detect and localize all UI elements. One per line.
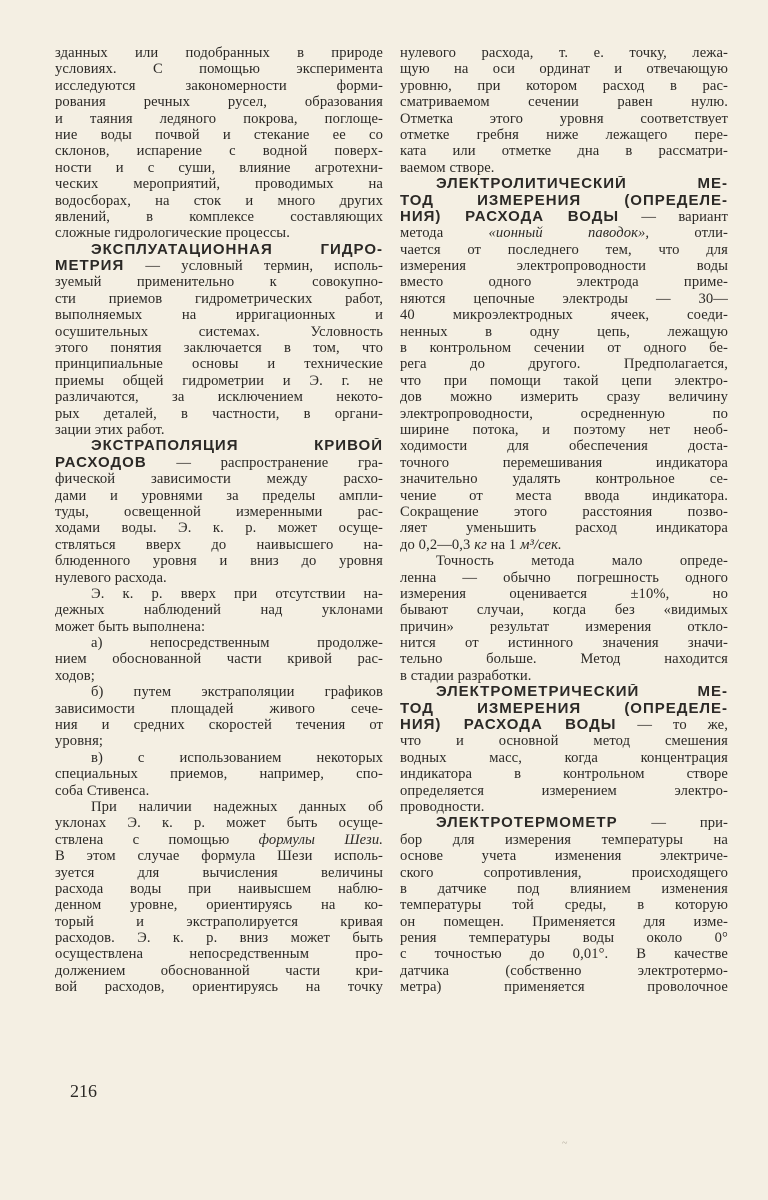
text-span: в датчике под влиянием изменения: [400, 880, 728, 897]
page-number: 216: [70, 1081, 97, 1101]
text-line: [400, 750, 728, 766]
text-line: [55, 111, 383, 127]
text-line: [400, 61, 728, 77]
text-line: [400, 799, 728, 815]
text-span: индикатора в контрольном створе: [400, 766, 728, 783]
headword: ТОД ИЗМЕРЕНИЯ (ОПРЕДЕЛЕ-: [400, 700, 728, 717]
text-span: вместо одного электрода приме-: [400, 274, 728, 291]
text-span: определяется измерением электро-: [400, 782, 728, 799]
text-span: рега до другого. Предполагается,: [400, 356, 728, 373]
page-mark: ~: [562, 1138, 568, 1149]
entry-heading-line: [400, 176, 728, 192]
headword: МЕТРИЯ: [55, 258, 125, 275]
text-span: зации этих работ.: [55, 421, 165, 438]
text-line: [55, 586, 383, 602]
text-line: [400, 619, 728, 635]
text-span: осуществлена непосредственным про-: [55, 946, 383, 963]
text-line: [400, 881, 728, 897]
text-line: [55, 619, 383, 635]
text-line: [55, 422, 383, 438]
text-line: [55, 815, 383, 831]
text-span: ческих мероприятий, проводимых на: [55, 176, 383, 193]
headword: ЭЛЕКТРОМЕТРИЧЕСКИЙ МЕ-: [436, 684, 728, 701]
text-line: [55, 570, 383, 586]
text-span: рых деталей, в частности, в органи-: [55, 405, 383, 422]
italic-term: «ионный паводок»,: [488, 225, 650, 242]
text-line: [55, 94, 383, 110]
text-span: нулевого расхода, т. е. точку, лежа-: [400, 45, 728, 61]
text-span: тельно больше. Метод находится: [400, 651, 728, 668]
text-span: нулевого расхода.: [55, 569, 167, 586]
italic-term: кг: [474, 536, 487, 553]
text-line: [55, 45, 383, 61]
text-line: [55, 766, 383, 782]
text-span: 40 микроэлектродных ячеек, соеди-: [400, 307, 728, 324]
text-line: [55, 373, 383, 389]
text-line: [55, 520, 383, 536]
italic-term: формулы Шези.: [258, 831, 383, 848]
text-line: [400, 356, 728, 372]
text-line: [55, 537, 383, 553]
headword: ЭКСТРАПОЛЯЦИЯ КРИВОЙ: [91, 438, 383, 455]
text-line: [55, 602, 383, 618]
text-line: [55, 897, 383, 913]
text-span: ходами воды. Э. к. р. может осуще-: [55, 520, 383, 537]
text-line: [400, 242, 728, 258]
entry-heading-line: [55, 242, 383, 258]
text-line: [55, 389, 383, 405]
text-line: [55, 291, 383, 307]
text-span: условиях. С помощью эксперимента: [55, 61, 383, 78]
text-span: щую на оси ординат и отвечающую: [400, 61, 728, 78]
text-line: [400, 979, 728, 995]
text-line: [55, 979, 383, 995]
text-span: туды, освещенной измеренными рас-: [55, 503, 383, 520]
text-span: — при-: [617, 815, 728, 832]
text-span: отметке гребня ниже лежащего пере-: [400, 126, 728, 143]
text-line: [55, 193, 383, 209]
text-line: [55, 340, 383, 356]
text-span: отли-: [649, 225, 728, 242]
text-line: [55, 160, 383, 176]
text-span: он помещен. Применяется для изме-: [400, 913, 728, 930]
text-span: — то же,: [616, 717, 728, 734]
text-line: [55, 701, 383, 717]
text-line: [55, 61, 383, 77]
text-line: [55, 799, 383, 815]
text-span: измерения электропроводности воды: [400, 258, 728, 275]
text-span: В этом случае формула Шези исполь-: [55, 848, 383, 865]
text-span: датчика (собственно электротермо-: [400, 962, 728, 979]
text-span: в) с использованием некоторых: [91, 749, 383, 766]
text-line: [55, 143, 383, 159]
text-line: [400, 651, 728, 667]
text-line: [55, 209, 383, 225]
text-line: [400, 160, 728, 176]
text-span: точного перемешивания индикатора: [400, 454, 728, 471]
text-span: ходов;: [55, 667, 95, 684]
text-line: [400, 520, 728, 536]
text-span: и таяния ледяного покрова, поглоще-: [55, 110, 383, 127]
text-line: [55, 176, 383, 192]
text-span: измерения оценивается ±10%, но: [400, 585, 728, 602]
text-span: ния и средних скоростей течения от: [55, 717, 383, 734]
text-span: сложные гидрологические процессы.: [55, 225, 290, 242]
headword: ТОД ИЗМЕРЕНИЯ (ОПРЕДЕЛЕ-: [400, 192, 728, 209]
text-span: электропроводности, осредненную по: [400, 405, 728, 422]
text-span: ходимости для обеспечения доста-: [400, 438, 728, 455]
left-column: [55, 45, 383, 996]
entry-heading-line: [55, 258, 383, 274]
text-span: ленна — обычно погрешность одного: [400, 569, 728, 586]
right-column: [400, 45, 728, 996]
text-line: [400, 78, 728, 94]
text-line: [55, 832, 383, 848]
text-span: б) путем экстраполяции графиков: [91, 684, 383, 701]
text-span: может быть выполнена:: [55, 618, 206, 635]
text-line: [400, 504, 728, 520]
text-span: уровня;: [55, 733, 104, 750]
text-line: [55, 783, 383, 799]
text-line: [55, 406, 383, 422]
text-span: сматриваемом сечении равен нулю.: [400, 94, 728, 111]
text-line: [55, 78, 383, 94]
text-line: [400, 111, 728, 127]
text-line: [400, 127, 728, 143]
text-span: — условный термин, исполь-: [124, 258, 383, 275]
text-line: [400, 488, 728, 504]
text-line: [400, 832, 728, 848]
text-line: [55, 127, 383, 143]
text-line: [400, 471, 728, 487]
text-line: [400, 143, 728, 159]
text-span: зуется для вычисления величины: [55, 864, 383, 881]
text-span: дежных наблюдений над уклонами: [55, 602, 383, 619]
text-span: ката или отметке дна в рассматри-: [400, 143, 728, 160]
headword: НИЯ) РАСХОДА ВОДЫ: [400, 208, 620, 225]
text-span: что при помощи такой цепи электро-: [400, 372, 728, 389]
text-span: расходов. Э. к. р. вниз может быть: [55, 930, 383, 947]
text-span: ности и с суши, влияние агротехни-: [55, 159, 383, 176]
text-span: зуемый применительно к совокупно-: [55, 274, 383, 291]
text-line: [400, 783, 728, 799]
text-line: [400, 438, 728, 454]
text-line: [55, 848, 383, 864]
text-span: дами и уровнями за пределы ампли-: [55, 487, 383, 504]
text-span: рования речных русел, образования: [55, 94, 383, 111]
text-line: [400, 668, 728, 684]
text-line: [400, 406, 728, 422]
text-span: чается от последнего тем, что для: [400, 241, 728, 258]
text-span: зданных или подобранных в природе: [55, 45, 383, 61]
text-line: [55, 471, 383, 487]
entry-heading-line: [400, 717, 728, 733]
text-span: расхода воды при наивысшем наблю-: [55, 880, 383, 897]
text-span: выполняемых на ирригационных и: [55, 307, 383, 324]
text-line: [400, 570, 728, 586]
text-span: исследуются закономерности форми-: [55, 77, 383, 94]
text-span: а) непосредственным продолже-: [91, 635, 383, 652]
text-span: зависимости площадей живого сече-: [55, 700, 383, 717]
text-span: ненных в одну цепь, лежащую: [400, 323, 728, 340]
text-span: денном уровне, ориентируясь на ко-: [55, 897, 383, 914]
text-span: водосборах, на сток и много других: [55, 192, 383, 209]
text-line: [55, 946, 383, 962]
text-span: водных масс, когда концентрация: [400, 749, 728, 766]
entry-heading-line: [400, 815, 728, 831]
text-line: [400, 553, 728, 569]
text-line: [400, 94, 728, 110]
text-span: дов можно измерить сразу величину: [400, 389, 728, 406]
text-line: [55, 881, 383, 897]
entry-heading-line: [400, 684, 728, 700]
text-line: [400, 537, 728, 553]
text-span: склонов, испарение с водной поверх-: [55, 143, 383, 160]
headword: ЭЛЕКТРОТЕРМОМЕТР: [436, 815, 618, 832]
text-span: рения температуры воды около 0°: [400, 930, 728, 947]
text-line: [55, 865, 383, 881]
text-span: фической зависимости между расхо-: [55, 471, 383, 488]
text-line: [55, 324, 383, 340]
text-line: [400, 373, 728, 389]
text-span: — вариант: [619, 208, 728, 225]
text-span: метра) применяется проволочное: [400, 979, 728, 996]
text-line: [400, 274, 728, 290]
text-line: [400, 225, 728, 241]
headword: ЭЛЕКТРОЛИТИЧЕСКИЙ МЕ-: [436, 176, 728, 193]
text-span: ние воды почвой и стекание ее со: [55, 126, 383, 143]
text-line: [400, 586, 728, 602]
text-line: [55, 307, 383, 323]
text-span: с точностью до 0,01°. В качестве: [400, 946, 728, 963]
text-span: принципиальные основы и технические: [55, 356, 383, 373]
entry-heading-line: [400, 209, 728, 225]
text-span: Точность метода мало опреде-: [436, 553, 728, 570]
text-span: метода: [400, 225, 489, 242]
text-line: [55, 914, 383, 930]
text-span: бор для измерения температуры на: [400, 831, 728, 848]
text-span: явлений, в комплексе составляющих: [55, 208, 383, 225]
entry-heading-line: [55, 455, 383, 471]
text-line: [400, 422, 728, 438]
text-span: приемы общей гидрометрии и Э. г. не: [55, 372, 383, 389]
text-span: чение от места ввода индикатора.: [400, 487, 728, 504]
text-span: ствлена с помощью: [55, 831, 259, 848]
text-line: [55, 356, 383, 372]
text-span: основе учета изменения электриче-: [400, 848, 728, 865]
text-line: [400, 455, 728, 471]
headword: РАСХОДОВ: [55, 454, 147, 471]
text-span: бывают случаи, когда без «видимых: [400, 602, 728, 619]
text-span: в контрольном сечении от одного бе-: [400, 340, 728, 357]
text-span: Сокращение этого расстояния позво-: [400, 503, 728, 520]
text-line: [55, 488, 383, 504]
text-line: [400, 258, 728, 274]
text-line: [400, 963, 728, 979]
text-span: ского сопротивления, происходящего: [400, 864, 728, 881]
text-line: [400, 291, 728, 307]
text-line: [55, 553, 383, 569]
text-line: [55, 750, 383, 766]
text-span: значительно удалять контрольное се-: [400, 471, 728, 488]
text-line: [55, 963, 383, 979]
text-span: что и основной метод смешения: [400, 733, 728, 750]
text-line: [55, 930, 383, 946]
text-span: ширине потока, и поэтому нет необ-: [400, 421, 728, 438]
text-line: [55, 733, 383, 749]
headword: ЭКСПЛУАТАЦИОННАЯ ГИДРО-: [91, 241, 383, 258]
entry-heading-line: [55, 438, 383, 454]
text-span: соба Стивенса.: [55, 782, 150, 799]
text-line: [55, 684, 383, 700]
text-line: [400, 602, 728, 618]
text-span: При наличии надежных данных об: [91, 798, 383, 815]
text-line: [400, 45, 728, 61]
text-line: [400, 307, 728, 323]
text-span: блюденного уровня и вниз до уровня: [55, 553, 383, 570]
text-span: Отметка этого уровня соответствует: [400, 110, 728, 127]
text-line: [400, 635, 728, 651]
text-line: [55, 504, 383, 520]
text-line: [400, 848, 728, 864]
text-line: [400, 930, 728, 946]
text-line: [400, 865, 728, 881]
italic-term: м³/сек.: [520, 536, 562, 553]
text-line: [400, 389, 728, 405]
text-line: [55, 668, 383, 684]
text-span: в стадии разработки.: [400, 667, 532, 684]
text-span: Э. к. р. вверх при отсутствии на-: [91, 585, 383, 602]
text-span: ваемом створе.: [400, 159, 495, 176]
text-span: няются цепочные электроды — 30—: [400, 290, 728, 307]
text-span: вой расходов, ориентируясь на точку: [55, 979, 383, 996]
text-span: уклонах Э. к. р. может быть осуще-: [55, 815, 383, 832]
text-span: различаются, за исключением некото-: [55, 389, 383, 406]
text-line: [400, 897, 728, 913]
text-line: [400, 340, 728, 356]
text-line: [400, 914, 728, 930]
text-span: — распространение гра-: [146, 454, 383, 471]
text-span: ляет уменьшить расход индикатора: [400, 520, 728, 537]
text-span: температуры той среды, в которую: [400, 897, 728, 914]
text-span: этого понятия заключается в том, что: [55, 340, 383, 357]
text-span: специальных приемов, например, спо-: [55, 766, 383, 783]
text-span: уровню, при котором расход в рас-: [400, 77, 728, 94]
text-line: [55, 635, 383, 651]
entry-heading-line: [400, 701, 728, 717]
text-span: торый и экстраполируется кривая: [55, 913, 383, 930]
text-span: нием обоснованной части кривой рас-: [55, 651, 383, 668]
text-line: [55, 651, 383, 667]
text-span: причин» результат измерения откло-: [400, 618, 728, 635]
text-span: осушительных системах. Условность: [55, 323, 383, 340]
text-line: [55, 225, 383, 241]
text-span: ствляться вверх до наивысшего на-: [55, 536, 383, 553]
text-line: [400, 733, 728, 749]
text-line: [400, 324, 728, 340]
text-span: нится от истинного значения значи-: [400, 635, 728, 652]
text-line: [400, 946, 728, 962]
entry-heading-line: [400, 193, 728, 209]
text-line: [55, 274, 383, 290]
text-span: на 1: [486, 536, 521, 553]
text-line: [400, 766, 728, 782]
text-span: проводности.: [400, 798, 485, 815]
headword: НИЯ) РАСХОДА ВОДЫ: [400, 717, 617, 734]
text-span: должением обоснованной части кри-: [55, 962, 383, 979]
text-line: [55, 717, 383, 733]
text-span: до 0,2—0,3: [400, 536, 475, 553]
text-span: сти приемов гидрометрических работ,: [55, 290, 383, 307]
